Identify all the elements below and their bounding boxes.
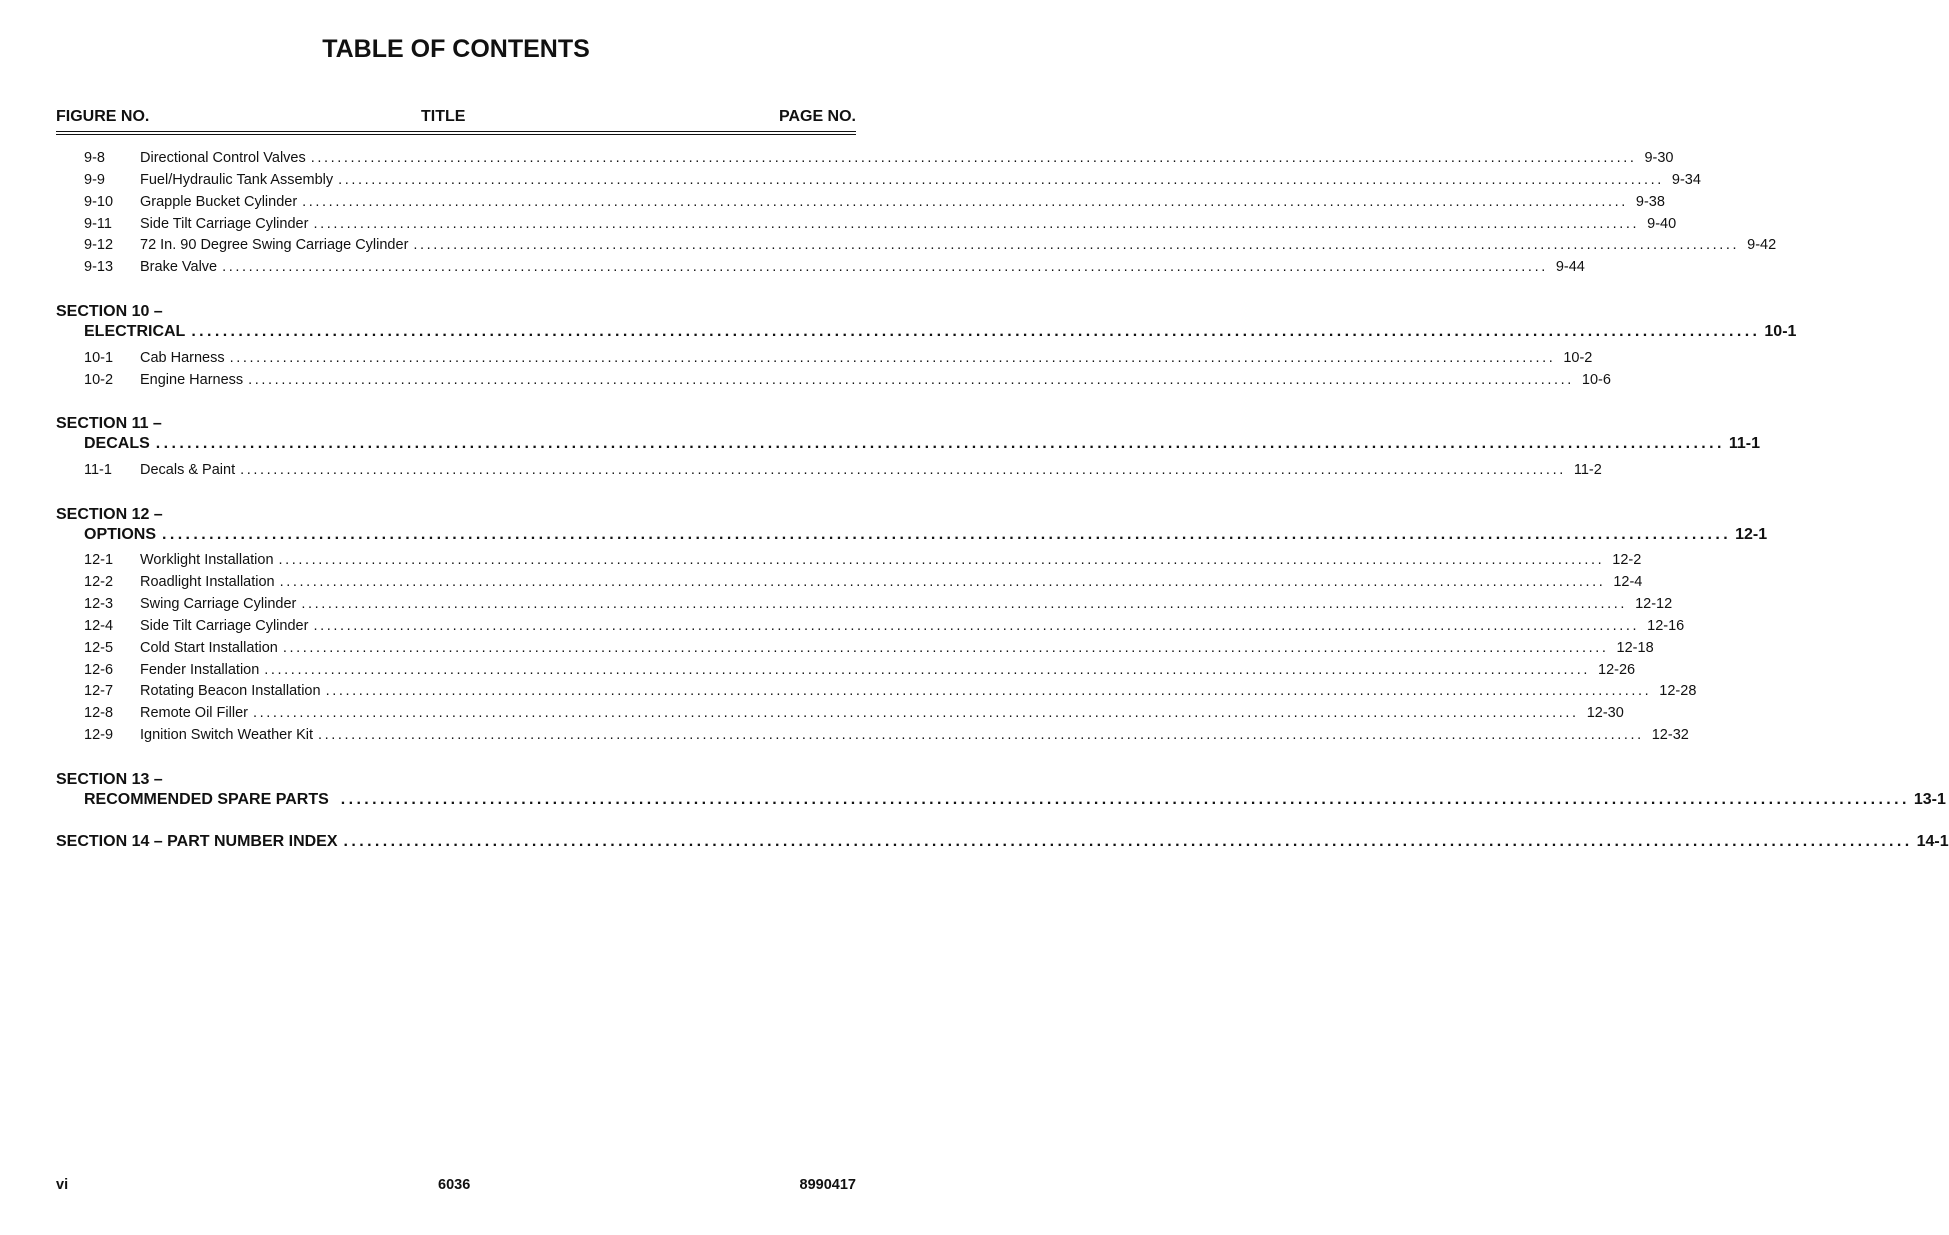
figure-title: Side Tilt Carriage Cylinder bbox=[140, 216, 309, 232]
figure-number: 9-9 bbox=[84, 172, 105, 188]
page-number: 12-4 bbox=[1613, 574, 1643, 590]
dot-leader: ........................................................................................................................................................................................................ bbox=[413, 237, 1740, 253]
figure-number: 10-1 bbox=[84, 350, 114, 366]
figure-no-header: FIGURE NO. bbox=[56, 108, 150, 125]
dot-leader: ........................................................................................................................................................................................................ bbox=[279, 574, 1606, 590]
page-number: 10-6 bbox=[1581, 372, 1611, 388]
toc-entry[interactable] bbox=[84, 640, 1654, 656]
dot-leader: ........................................................................................................................................................................................................ bbox=[343, 833, 1913, 850]
section-12-entry[interactable] bbox=[84, 526, 1768, 544]
dot-leader: ........................................................................................................................................................................................................ bbox=[338, 172, 1664, 188]
page-number: 12-18 bbox=[1616, 640, 1654, 656]
section-13-label: SECTION 13 – bbox=[56, 771, 163, 788]
page-number: 9-40 bbox=[1647, 216, 1677, 232]
dot-leader: ........................................................................................................................................................................................................ bbox=[313, 618, 1640, 634]
figure-number: 12-2 bbox=[84, 574, 114, 590]
figure-title: 72 In. 90 Degree Swing Carriage Cylinder bbox=[140, 237, 409, 253]
page-number: 12-1 bbox=[1735, 526, 1768, 543]
page-number: 10-1 bbox=[1764, 323, 1797, 340]
toc-entry[interactable] bbox=[84, 259, 1585, 275]
page-number: 12-16 bbox=[1647, 618, 1685, 634]
figure-title: Decals & Paint bbox=[140, 462, 236, 478]
dot-leader: ........................................................................................................................................................................................................ bbox=[301, 596, 1628, 612]
dot-leader: ........................................................................................................................................................................................................ bbox=[318, 727, 1644, 743]
figure-title: Fender Installation bbox=[140, 662, 260, 678]
footer-model-number: 6036 bbox=[438, 1177, 471, 1193]
figure-number: 12-3 bbox=[84, 596, 114, 612]
toc-entry[interactable] bbox=[84, 172, 1701, 188]
toc-entry[interactable] bbox=[84, 596, 1673, 612]
dot-leader: ........................................................................................................................................................................................................ bbox=[248, 372, 1574, 388]
figure-title: Side Tilt Carriage Cylinder bbox=[140, 618, 309, 634]
toc-entry[interactable] bbox=[84, 662, 1636, 678]
figure-number: 9-10 bbox=[84, 194, 114, 210]
figure-title: Swing Carriage Cylinder bbox=[140, 596, 297, 612]
figure-number: 11-1 bbox=[84, 462, 112, 478]
figure-number: 10-2 bbox=[84, 372, 114, 388]
figure-title: Cold Start Installation bbox=[140, 640, 278, 656]
page-number: 9-44 bbox=[1555, 259, 1585, 275]
toc-entry[interactable] bbox=[84, 727, 1689, 743]
page-number: 9-34 bbox=[1671, 172, 1701, 188]
section-14-entry[interactable] bbox=[56, 833, 1949, 851]
dot-leader: ........................................................................................................................................................................................................ bbox=[155, 435, 1725, 452]
section-title: RECOMMENDED SPARE PARTS bbox=[84, 791, 329, 808]
dot-leader: ........................................................................................................................................................................................................ bbox=[310, 150, 1637, 166]
dot-leader: ........................................................................................................................................................................................................ bbox=[282, 640, 1609, 656]
dot-leader: ........................................................................................................................................................................................................ bbox=[302, 194, 1628, 210]
toc-entry[interactable] bbox=[84, 350, 1593, 366]
section-title: ELECTRICAL bbox=[84, 323, 186, 340]
figure-title: Worklight Installation bbox=[140, 552, 274, 568]
toc-entry[interactable] bbox=[84, 216, 1677, 232]
dot-leader: ........................................................................................................................................................................................................ bbox=[191, 323, 1761, 340]
page-title: TABLE OF CONTENTS bbox=[322, 35, 590, 63]
dot-leader: ........................................................................................................................................................................................................ bbox=[325, 683, 1652, 699]
toc-entry[interactable] bbox=[84, 705, 1624, 721]
page-number: 11-2 bbox=[1573, 462, 1602, 478]
section-10-entry[interactable] bbox=[84, 323, 1797, 341]
figure-number: 12-7 bbox=[84, 683, 114, 699]
page-number: 11-1 bbox=[1728, 435, 1760, 452]
title-header: TITLE bbox=[421, 108, 466, 125]
section-title: OPTIONS bbox=[84, 526, 157, 543]
figure-title: Roadlight Installation bbox=[140, 574, 275, 590]
page-number: 10-2 bbox=[1563, 350, 1593, 366]
dot-leader: ........................................................................................................................................................................................................ bbox=[313, 216, 1640, 232]
figure-title: Fuel/Hydraulic Tank Assembly bbox=[140, 172, 334, 188]
page-number: 12-30 bbox=[1586, 705, 1624, 721]
figure-title: Directional Control Valves bbox=[140, 150, 306, 166]
section-11-label: SECTION 11 – bbox=[56, 415, 162, 432]
page-number: 12-12 bbox=[1635, 596, 1673, 612]
figure-title: Cab Harness bbox=[140, 350, 225, 366]
figure-number: 12-5 bbox=[84, 640, 114, 656]
page-number: 14-1 bbox=[1916, 833, 1949, 850]
figure-number: 12-1 bbox=[84, 552, 114, 568]
figure-number: 9-12 bbox=[84, 237, 114, 253]
toc-entry[interactable] bbox=[84, 574, 1643, 590]
footer-doc-number: 8990417 bbox=[799, 1177, 856, 1193]
figure-title: Remote Oil Filler bbox=[140, 705, 248, 721]
page-number: 12-26 bbox=[1598, 662, 1636, 678]
dot-leader: ........................................................................................................................................................................................................ bbox=[240, 462, 1566, 478]
page-number: 13-1 bbox=[1913, 791, 1946, 808]
dot-leader: ........................................................................................................................................................................................................ bbox=[222, 259, 1548, 275]
dot-leader: ........................................................................................................................................................................................................ bbox=[252, 705, 1579, 721]
page-number: 9-42 bbox=[1747, 237, 1777, 253]
figure-title: Rotating Beacon Installation bbox=[140, 683, 321, 699]
figure-number: 12-6 bbox=[84, 662, 114, 678]
page-number: 12-32 bbox=[1651, 727, 1689, 743]
figure-number: 12-4 bbox=[84, 618, 114, 634]
toc-entry[interactable] bbox=[84, 372, 1611, 388]
page-number: 9-30 bbox=[1644, 150, 1674, 166]
figure-title: Grapple Bucket Cylinder bbox=[140, 194, 298, 210]
figure-title: Ignition Switch Weather Kit bbox=[140, 727, 314, 743]
dot-leader: ........................................................................................................................................................................................................ bbox=[264, 662, 1591, 678]
header-rule-bottom bbox=[56, 134, 856, 135]
section-11-entry[interactable] bbox=[84, 435, 1760, 453]
dot-leader: ........................................................................................................................................................................................................ bbox=[340, 791, 1910, 808]
figure-title: Engine Harness bbox=[140, 372, 244, 388]
dot-leader: ........................................................................................................................................................................................................ bbox=[162, 526, 1732, 543]
section-title: DECALS bbox=[84, 435, 150, 452]
page-number: 9-38 bbox=[1635, 194, 1665, 210]
toc-entry[interactable] bbox=[84, 552, 1642, 568]
toc-entry[interactable] bbox=[84, 462, 1602, 478]
toc-entry[interactable] bbox=[84, 194, 1665, 210]
figure-title: Brake Valve bbox=[140, 259, 218, 275]
figure-number: 9-11 bbox=[84, 216, 112, 232]
figure-number: 9-13 bbox=[84, 259, 114, 275]
section-title: SECTION 14 – PART NUMBER INDEX bbox=[56, 833, 338, 850]
toc-entry[interactable] bbox=[84, 237, 1777, 253]
figure-number: 12-8 bbox=[84, 705, 114, 721]
section-12-label: SECTION 12 – bbox=[56, 506, 163, 523]
toc-entry[interactable] bbox=[84, 150, 1674, 166]
figure-number: 12-9 bbox=[84, 727, 114, 743]
dot-leader: ........................................................................................................................................................................................................ bbox=[229, 350, 1556, 366]
page-number: 12-2 bbox=[1612, 552, 1642, 568]
header-rule-top bbox=[56, 131, 856, 132]
section-13-entry[interactable] bbox=[84, 791, 1946, 809]
dot-leader: ........................................................................................................................................................................................................ bbox=[278, 552, 1605, 568]
figure-number: 9-8 bbox=[84, 150, 105, 166]
footer-page-roman: vi bbox=[56, 1177, 69, 1193]
page-number: 12-28 bbox=[1659, 683, 1697, 699]
section-10-label: SECTION 10 – bbox=[56, 303, 163, 320]
page-no-header: PAGE NO. bbox=[778, 108, 856, 125]
toc-entry[interactable] bbox=[84, 683, 1697, 699]
toc-entry[interactable] bbox=[84, 618, 1685, 634]
